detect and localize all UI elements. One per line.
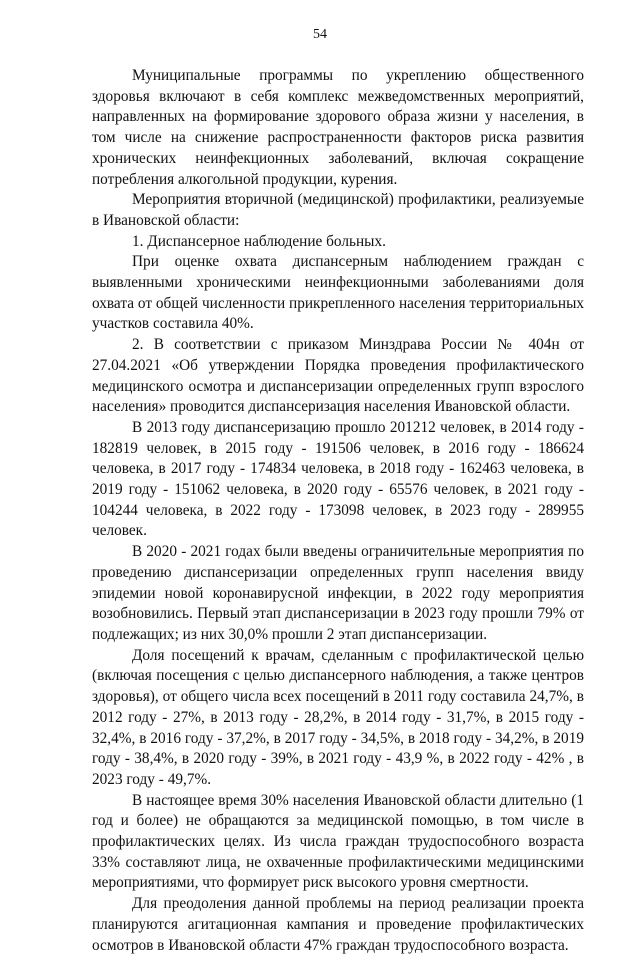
- paragraph-ministry-order: 2. В соответствии с приказом Минздрава России № 404н от 27.04.2021 «Об утверждении Порядка проведения профилактического медицинского осмотра и диспансеризации определенных групп взрослого населения» проводится диспансеризация населения Ивановской области.: [92, 336, 584, 416]
- paragraph-no-medical-visits: В настоящее время 30% населения Ивановской области длительно (1 год и более) не обращаются за медицинской помощью, в том числе в профилактических целях. Из числа граждан трудоспособного возраста 33% составляют лица, не охваченные профилактическими медицинскими мероприятиями, что формирует риск высокого уровня смертности.: [92, 791, 584, 892]
- paragraph-dispensarization-by-year: В 2013 году диспансеризацию прошло 201212 человек, в 2014 году - 182819 человек, в 2015 году - 191506 человек, в 2016 году - 186624 человека, в 2017 году - 174834 человека, в 2018 году - 162463 человека, в 2019 году - 151062 человека, в 2020 году - 65576 человек, в 2021 году - 104244 человека, в 2022 году - 173098 человек, в 2023 году - 289955 человек.: [92, 418, 584, 540]
- paragraph-preventive-visits-share: Доля посещений к врачам, сделанным с профилактической целью (включая посещения с целью диспансерного наблюдения, а также центров здоровья), от общего числа всех посещений в 2011 году составила 24,7%, в 2012 году - 27%, в 2013 году - 28,2%, в 2014 году - 31,7%, в 2015 году - 32,4%, в 2016 году - 37,2%, в 2017 году - 34,5%, в 2018 году - 34,2%, в 2019 году - 38,4%, в 2020 году - 39%, в 2021 году - 43,9 %, в 2022 году - 42% , в 2023 году - 49,7%.: [92, 646, 584, 788]
- paragraph-campaign-plan: Для преодоления данной проблемы на период реализации проекта планируются агитационная кампания и проведение профилактических осмотров в Ивановской области 47% граждан трудоспособного возраста.: [92, 895, 584, 954]
- paragraph-municipal-programs: Муниципальные программы по укреплению общественного здоровья включают в себя комплекс межведомственных мероприятий, направленных на формирование здорового образа жизни у населения, в том числе на снижение распространенности факторов риска развития хронических неинфекционных заболеваний, включая сокращение потребления алкогольной продукции, курения.: [92, 67, 584, 188]
- document-body: [92, 66, 584, 956]
- paragraph-covid-restrictions: В 2020 - 2021 годах были введены ограничительные мероприятия по проведению диспансеризации определенных групп населения ввиду эпидемии новой коронавирусной инфекции, в 2022 году мероприятия возобновились. Первый этап диспансеризации в 2023 году прошли 79% от подлежащих; из них 30,0% прошли 2 этап диспансеризации.: [92, 543, 584, 643]
- page-number: 54: [313, 27, 327, 42]
- paragraph-secondary-prevention: Мероприятия вторичной (медицинской) профилактики, реализуемые в Ивановской области:: [92, 191, 584, 229]
- paragraph-observation-coverage: При оценке охвата диспансерным наблюдением граждан с выявленными хроническими неинфекционными заболеваниями доля охвата от общей численности прикрепленного населения территориальных участков составила 40%.: [92, 253, 584, 333]
- paragraph-dispensary-observation-heading: 1. Диспансерное наблюдение больных.: [132, 232, 386, 250]
